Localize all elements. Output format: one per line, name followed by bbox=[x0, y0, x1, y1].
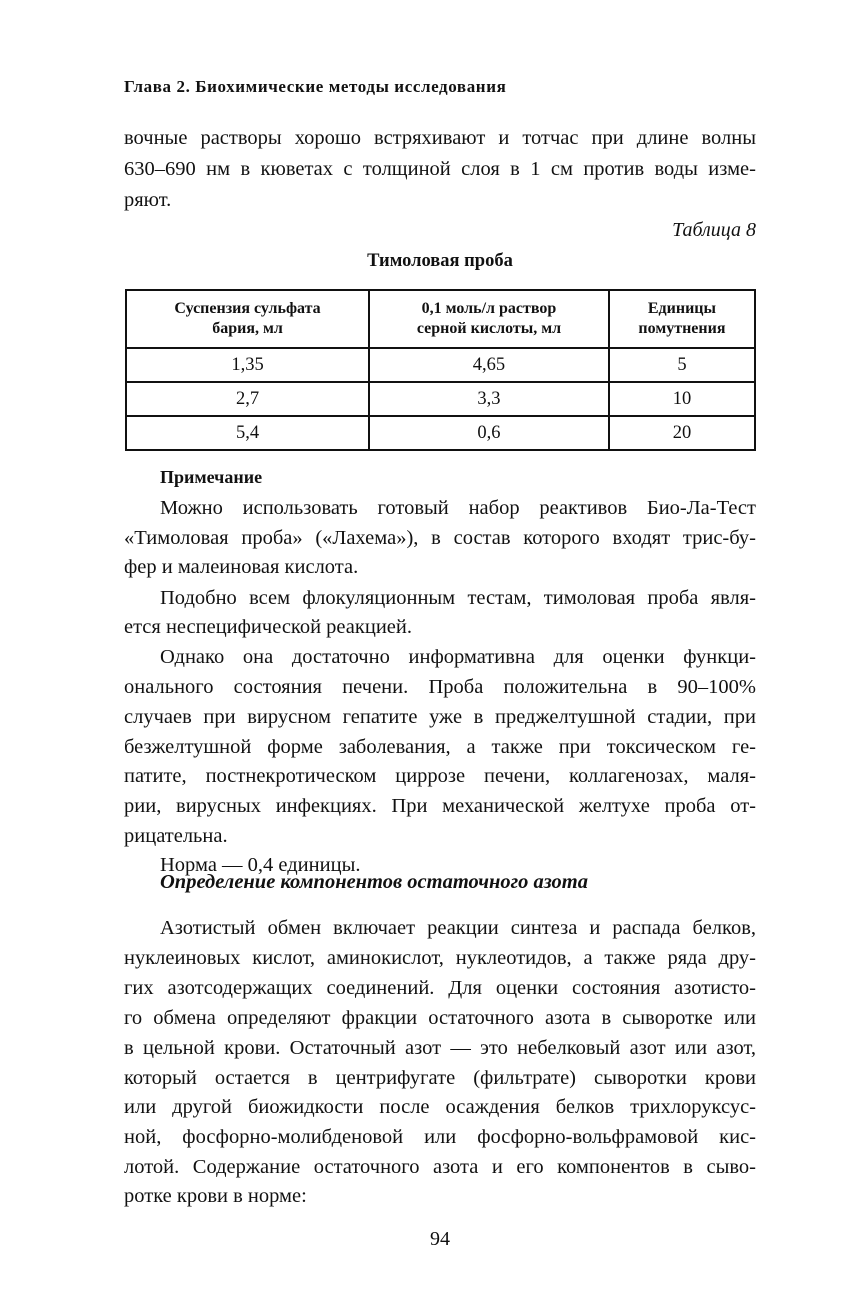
table-cell: 3,3 bbox=[369, 382, 609, 416]
table-cell: 5 bbox=[609, 348, 755, 382]
table-row bbox=[126, 348, 755, 382]
section-line: который остается в центрифугате (фильтрате) сыворотки крови bbox=[124, 1067, 756, 1089]
table-cell: 2,7 bbox=[126, 382, 369, 416]
thymol-test-table bbox=[125, 289, 756, 451]
intro-line: ряют. bbox=[124, 189, 172, 211]
page-number: 94 bbox=[430, 1228, 450, 1250]
table-cell: 4,65 bbox=[369, 348, 609, 382]
table-title: Тимоловая проба bbox=[367, 251, 513, 271]
table-cell: 20 bbox=[609, 416, 755, 450]
section-line: лотой. Содержание остаточного азота и его компонентов в сыво- bbox=[124, 1156, 756, 1178]
note-paragraph-line: рицательна. bbox=[124, 825, 228, 847]
note-paragraph-line: Однако она достаточно информативна для оценки функци- bbox=[160, 646, 756, 668]
table-caption: Таблица 8 bbox=[672, 219, 756, 241]
section-line: го обмена определяют фракции остаточного азота в сыворотке или bbox=[124, 1007, 756, 1029]
note-paragraph-line: онального состояния печени. Проба положительна в 90–100% bbox=[124, 676, 756, 698]
column-header-barium-sulfate: Суспензия сульфата бария, мл bbox=[126, 290, 369, 348]
column-header-sulfuric-acid: 0,1 моль/л раствор серной кислоты, мл bbox=[369, 290, 609, 348]
note-paragraph-line: фер и малеиновая кислота. bbox=[124, 556, 359, 578]
section-line: в цельной крови. Остаточный азот — это небелковый азот или азот, bbox=[124, 1037, 756, 1059]
note-paragraph-line: случаев при вирусном гепатите уже в преджелтушной стадии, при bbox=[124, 706, 756, 728]
note-paragraph-line: «Тимоловая проба» («Лахема»), в состав которого входят трис-бу- bbox=[124, 527, 756, 549]
note-paragraph-line: ется неспецифической реакцией. bbox=[124, 616, 412, 638]
table-header-row bbox=[126, 290, 755, 348]
column-header-turbidity-units: Единицы помутнения bbox=[609, 290, 755, 348]
note-paragraph-line: безжелтушной форме заболевания, а также при токсическом ге- bbox=[124, 736, 756, 758]
note-heading: Примечание bbox=[160, 467, 263, 487]
table-cell: 10 bbox=[609, 382, 755, 416]
section-line: нуклеиновых кислот, аминокислот, нуклеотидов, а также ряда дру- bbox=[124, 947, 756, 969]
note-paragraph-line: рии, вирусных инфекциях. При механической желтухе проба от- bbox=[124, 795, 756, 817]
table-cell: 0,6 bbox=[369, 416, 609, 450]
section-heading: Определение компонентов остаточного азота bbox=[160, 871, 588, 893]
table-cell: 5,4 bbox=[126, 416, 369, 450]
section-line: ротке крови в норме: bbox=[124, 1185, 307, 1207]
note-paragraph-line: Подобно всем флокуляционным тестам, тимоловая проба явля- bbox=[160, 587, 756, 609]
section-line: ной, фосфорно-молибденовой или фосфорно-вольфрамовой кис- bbox=[124, 1126, 756, 1148]
note-paragraph-line: патите, постнекротическом циррозе печени, коллагенозах, маля- bbox=[124, 765, 756, 787]
table-cell: 1,35 bbox=[126, 348, 369, 382]
norm-value-line: Норма — 0,4 единицы. bbox=[160, 854, 361, 876]
note-paragraph-line: Можно использовать готовый набор реактивов Био-Ла-Тест bbox=[160, 497, 756, 519]
table-row bbox=[126, 382, 755, 416]
running-head: Глава 2. Биохимические методы исследования bbox=[124, 77, 507, 96]
intro-line: 630–690 нм в кюветах с толщиной слоя в 1 см против воды изме- bbox=[124, 158, 756, 180]
section-line: Азотистый обмен включает реакции синтеза и распада белков, bbox=[160, 917, 756, 939]
section-line: гих азотсодержащих соединений. Для оценки состояния азотисто- bbox=[124, 977, 756, 999]
section-line: или другой биожидкости после осаждения белков трихлоруксус- bbox=[124, 1096, 756, 1118]
intro-line: вочные растворы хорошо встряхивают и тотчас при длине волны bbox=[124, 127, 756, 149]
table-row bbox=[126, 416, 755, 450]
